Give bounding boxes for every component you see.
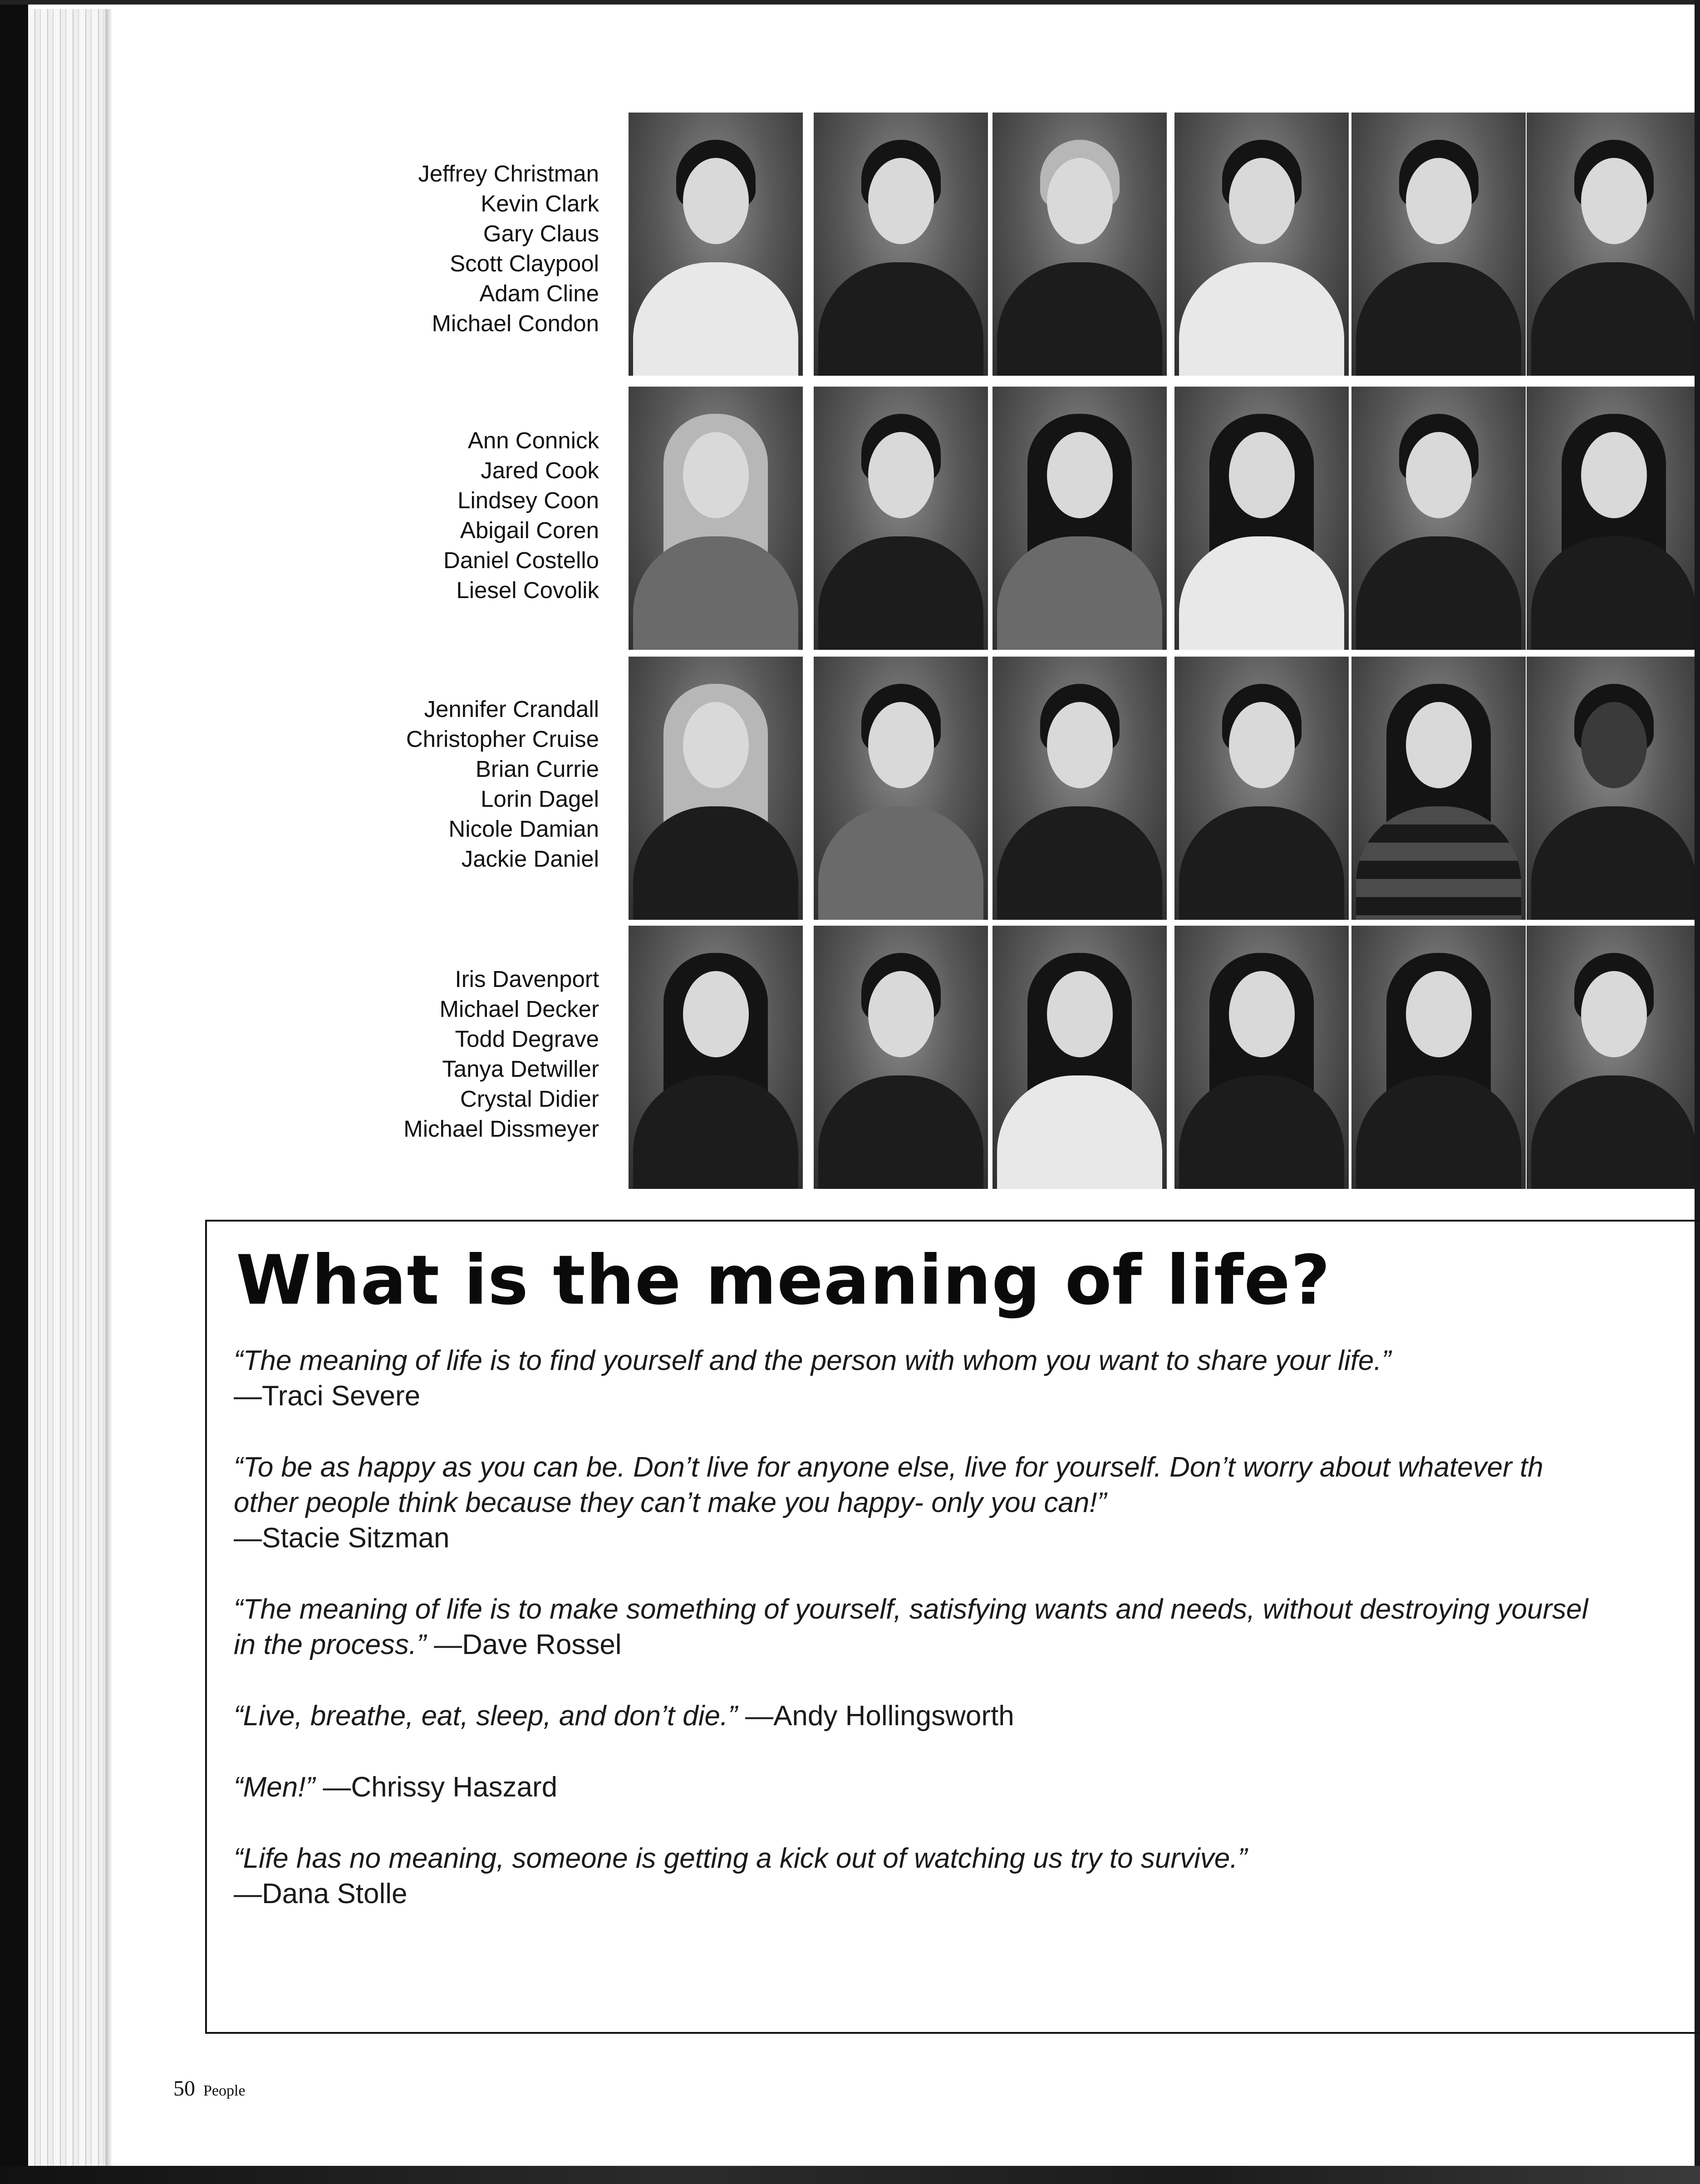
student-name: Michael Dissmeyer bbox=[403, 1116, 599, 1142]
student-name: Jeffrey Christman bbox=[418, 161, 599, 186]
quote-item bbox=[234, 1770, 1695, 1805]
quote-list bbox=[234, 1343, 1695, 1948]
page-edges bbox=[28, 9, 110, 2169]
student-name: Brian Currie bbox=[475, 756, 599, 782]
quote-item bbox=[234, 1592, 1695, 1663]
name-list-row-4 bbox=[318, 964, 599, 1144]
student-name: Scott Claypool bbox=[450, 250, 599, 276]
feature-headline: What is the meaning of life? bbox=[236, 1241, 1331, 1320]
student-photo bbox=[1351, 926, 1526, 1189]
student-name: Lorin Dagel bbox=[481, 786, 599, 812]
quote-attribution: —Chrissy Haszard bbox=[323, 1772, 558, 1803]
quote-item bbox=[234, 1841, 1695, 1912]
student-name: Gary Claus bbox=[483, 221, 599, 246]
quote-item bbox=[234, 1450, 1695, 1556]
student-photo bbox=[814, 926, 988, 1189]
top-edge bbox=[0, 0, 1700, 5]
student-photo bbox=[1351, 387, 1526, 650]
student-name: Iris Davenport bbox=[455, 966, 599, 992]
name-list-row-3 bbox=[318, 694, 599, 874]
student-name: Michael Decker bbox=[439, 996, 599, 1022]
quote-attribution: —Traci Severe bbox=[234, 1380, 421, 1412]
student-photo bbox=[629, 387, 803, 650]
quote-text: “To be as happy as you can be. Don’t live for anyone else, live for yourself. Don’t worry about whatever th bbox=[234, 1452, 1543, 1483]
student-name: Abigail Coren bbox=[460, 517, 599, 543]
student-name: Michael Condon bbox=[432, 310, 599, 336]
quote-attribution: —Stacie Sitzman bbox=[234, 1522, 450, 1554]
student-name: Christopher Cruise bbox=[406, 726, 599, 752]
student-photo bbox=[1351, 657, 1526, 920]
student-name: Jackie Daniel bbox=[461, 846, 599, 872]
section-name: People bbox=[203, 2082, 246, 2099]
quote-text: in the process.” bbox=[234, 1629, 426, 1660]
student-photo bbox=[992, 657, 1167, 920]
student-photo bbox=[814, 387, 988, 650]
student-name: Todd Degrave bbox=[455, 1026, 599, 1052]
student-photo bbox=[1351, 113, 1526, 376]
bottom-edge bbox=[0, 2166, 1700, 2184]
quote-text: “Live, breathe, eat, sleep, and don’t die.” bbox=[234, 1700, 737, 1732]
student-name: Ann Connick bbox=[467, 427, 599, 453]
student-photo bbox=[1174, 387, 1349, 650]
student-name: Jared Cook bbox=[481, 457, 599, 483]
quote-attribution: —Dave Rossel bbox=[434, 1629, 622, 1660]
quote-text: “Life has no meaning, someone is getting a kick out of watching us try to survive.” bbox=[234, 1843, 1248, 1874]
student-photo bbox=[1527, 657, 1695, 920]
student-photo bbox=[814, 657, 988, 920]
student-photo bbox=[629, 657, 803, 920]
student-photo bbox=[629, 926, 803, 1189]
student-photo bbox=[1174, 926, 1349, 1189]
student-photo bbox=[1527, 113, 1695, 376]
student-name: Jennifer Crandall bbox=[424, 696, 599, 722]
student-photo bbox=[1174, 113, 1349, 376]
student-name: Lindsey Coon bbox=[457, 487, 599, 513]
student-photo bbox=[1174, 657, 1349, 920]
quote-item bbox=[234, 1698, 1695, 1734]
quote-text: “The meaning of life is to make something of yourself, satisfying wants and needs, without destroying yoursel bbox=[234, 1594, 1588, 1625]
page-footer bbox=[173, 2076, 246, 2101]
quote-text: “The meaning of life is to find yourself and the person with whom you want to share your life.” bbox=[234, 1345, 1391, 1376]
student-name: Kevin Clark bbox=[481, 191, 599, 216]
page-number: 50 bbox=[173, 2076, 195, 2101]
name-list-row-2 bbox=[318, 426, 599, 605]
student-photo bbox=[629, 113, 803, 376]
student-name: Crystal Didier bbox=[460, 1086, 599, 1112]
book-binding bbox=[0, 0, 28, 2184]
quote-text: other people think because they can’t make you happy- only you can!” bbox=[234, 1487, 1107, 1518]
student-photo bbox=[992, 387, 1167, 650]
student-photo bbox=[1527, 387, 1695, 650]
student-name: Nicole Damian bbox=[448, 816, 599, 842]
gutter-shadow bbox=[105, 9, 113, 2169]
name-list-row-1 bbox=[318, 159, 599, 339]
student-photo bbox=[1527, 926, 1695, 1189]
quote-item bbox=[234, 1343, 1695, 1414]
quote-text: “Men!” bbox=[234, 1772, 315, 1803]
student-photo bbox=[992, 926, 1167, 1189]
student-photo bbox=[814, 113, 988, 376]
student-photo bbox=[992, 113, 1167, 376]
quote-attribution: —Dana Stolle bbox=[234, 1878, 408, 1909]
student-name: Daniel Costello bbox=[443, 547, 599, 573]
student-name: Tanya Detwiller bbox=[442, 1056, 599, 1082]
quote-attribution: —Andy Hollingsworth bbox=[745, 1700, 1014, 1732]
student-name: Adam Cline bbox=[479, 280, 599, 306]
student-name: Liesel Covolik bbox=[456, 577, 599, 603]
